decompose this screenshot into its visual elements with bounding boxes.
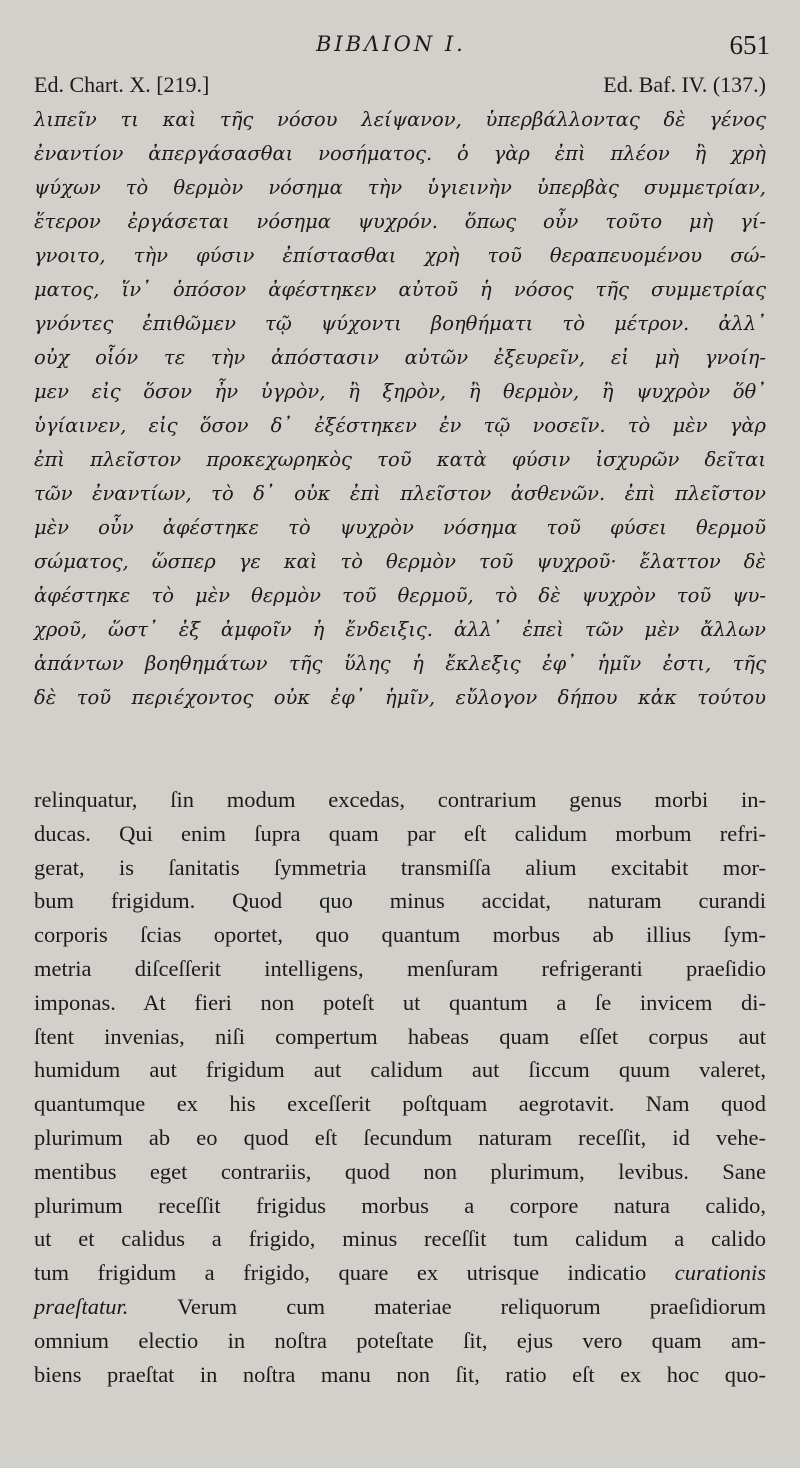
latin-line: corporis ſcias oportet, quo quantum morbus ab illius ſym-: [34, 922, 766, 948]
greek-line: χροῦ, ὥστ᾽ ἐξ ἀμφοῖν ἡ ἔνδειξις. ἀλλ᾽ ἐπεὶ τῶν μὲν ἄλλων: [34, 618, 766, 641]
latin-line-text: tum frigidum a frigido, quare ex utrisque indicatio: [34, 1260, 647, 1286]
latin-line: relinquatur, ſin modum excedas, contrarium genus morbi in-: [34, 787, 766, 812]
edition-chartier: Ed. Chart. X. [219.]: [34, 72, 210, 97]
greek-line: γνοιτο, τὴν φύσιν ἐπίστασθαι χρὴ τοῦ θεραπευομένου σώ-: [34, 244, 766, 267]
latin-line: humidum aut frigidum aut calidum aut ſiccum quum valeret,: [34, 1057, 766, 1083]
greek-line: ἐπὶ πλεῖστον προκεχωρηκὸς τοῦ κατὰ φύσιν ἰσχυρῶν δεῖται: [34, 448, 766, 471]
greek-line: ἁπάντων βοηθημάτων τῆς ὕλης ἡ ἔκλεξις ἐφ᾽ ἡμῖν ἐστι, τῆς: [34, 652, 766, 675]
greek-line: τῶν ἐναντίων, τὸ δ᾽ οὐκ ἐπὶ πλεῖστον ἀσθενῶν. ἐπὶ πλεῖστον: [34, 482, 766, 505]
latin-text: [34, 783, 766, 1391]
greek-line: λιπεῖν τι καὶ τῆς νόσου λείψανον, ὑπερβάλλοντας δὲ γένος: [34, 108, 766, 131]
greek-line: ἀφέστηκε τὸ μὲν θερμὸν τοῦ θερμοῦ, τὸ δὲ ψυχρὸν τοῦ ψυ-: [34, 584, 766, 607]
latin-line: bum frigidum. Quod quo minus accidat, naturam curandi: [34, 888, 766, 914]
greek-text: [34, 103, 766, 715]
greek-line: σώματος, ὥσπερ γε καὶ τὸ θερμὸν τοῦ ψυχροῦ· ἔλαττον δὲ: [34, 550, 766, 573]
greek-line: ἕτερον ἐργάσεται νόσημα ψυχρόν. ὅπως οὖν τοῦτο μὴ γί-: [34, 210, 766, 233]
latin-line: ducas. Qui enim ſupra quam par eſt calidum morbum refri-: [34, 820, 766, 846]
latin-line: metria diſceſſerit intelligens, menſuram refrigeranti praeſidio: [34, 955, 766, 981]
latin-line: ut et calidus a frigido, minus receſſit tum calidum a calido: [34, 1226, 766, 1252]
latin-line-mixed: [34, 1256, 766, 1290]
latin-line: imponas. At fieri non poteſt ut quantum a ſe invicem di-: [34, 989, 766, 1015]
greek-line: ἐναντίον ἀπεργάσασθαι νοσήματος. ὁ γὰρ ἐπὶ πλέον ἢ χρὴ: [34, 142, 766, 165]
latin-line-mixed: [34, 1290, 766, 1324]
running-head: [0, 30, 800, 66]
running-title: ΒΙΒΛΙΟΝ Ι.: [316, 32, 466, 56]
latin-line-text: Verum cum materiae reliquorum praeſidiorum: [177, 1293, 767, 1319]
greek-line: δὲ τοῦ περιέχοντος οὐκ ἐφ᾽ ἡμῖν, εὔλογον δήπου κἀκ τούτου: [34, 686, 766, 709]
greek-line: μεν εἰς ὅσον ἦν ὑγρὸν, ἢ ξηρὸν, ἢ θερμὸν, ἢ ψυχρὸν ὅθ᾽: [34, 380, 766, 403]
italic-word: curationis: [674, 1260, 766, 1286]
page-number: 651: [729, 30, 770, 60]
latin-line: plurimum receſſit frigidus morbus a corpore natura calido,: [34, 1192, 766, 1218]
latin-line: gerat, is ſanitatis ſymmetria transmiſſa alium excitabit mor-: [34, 854, 766, 880]
latin-line: omnium electio in noſtra poteſtate ſit, ejus vero quam am-: [34, 1327, 766, 1353]
greek-line: μὲν οὖν ἀφέστηκε τὸ ψυχρὸν νόσημα τοῦ φύσει θερμοῦ: [34, 516, 766, 539]
latin-line: plurimum ab eo quod eſt ſecundum naturam receſſit, id vehe-: [34, 1124, 766, 1150]
latin-line: biens praeſtat in noſtra manu non ſit, ratio eſt ex hoc quo-: [34, 1361, 766, 1387]
greek-line: γνόντες ἐπιθῶμεν τῷ ψύχοντι βοηθήματι τὸ μέτρον. ἀλλ᾽: [34, 312, 766, 335]
latin-line: quantumque ex his exceſſerit poſtquam aegrotavit. Nam quod: [34, 1091, 766, 1117]
greek-line: ματος, ἵν᾽ ὁπόσον ἀφέστηκεν αὐτοῦ ἡ νόσος τῆς συμμετρίας: [34, 278, 766, 301]
greek-line: οὐχ οἷόν τε τὴν ἀπόστασιν αὐτῶν ἐξευρεῖν, εἰ μὴ γνοίη-: [34, 346, 766, 369]
edition-basel: Ed. Baf. IV. (137.): [603, 72, 766, 97]
greek-line: ὑγίαινεν, εἰς ὅσον δ᾽ ἐξέστηκεν ἐν τῷ νοσεῖν. τὸ μὲν γὰρ: [34, 414, 766, 437]
edition-reference-line: [34, 72, 766, 102]
greek-line: ψύχων τὸ θερμὸν νόσημα τὴν ὑγιεινὴν ὑπερβὰς συμμετρίαν,: [34, 176, 766, 199]
latin-line: mentibus eget contrariis, quod non plurimum, levibus. Sane: [34, 1158, 766, 1184]
latin-line: ſtent invenias, niſi compertum habeas quam eſſet corpus aut: [34, 1023, 766, 1049]
italic-word: praeſtatur.: [34, 1293, 129, 1319]
